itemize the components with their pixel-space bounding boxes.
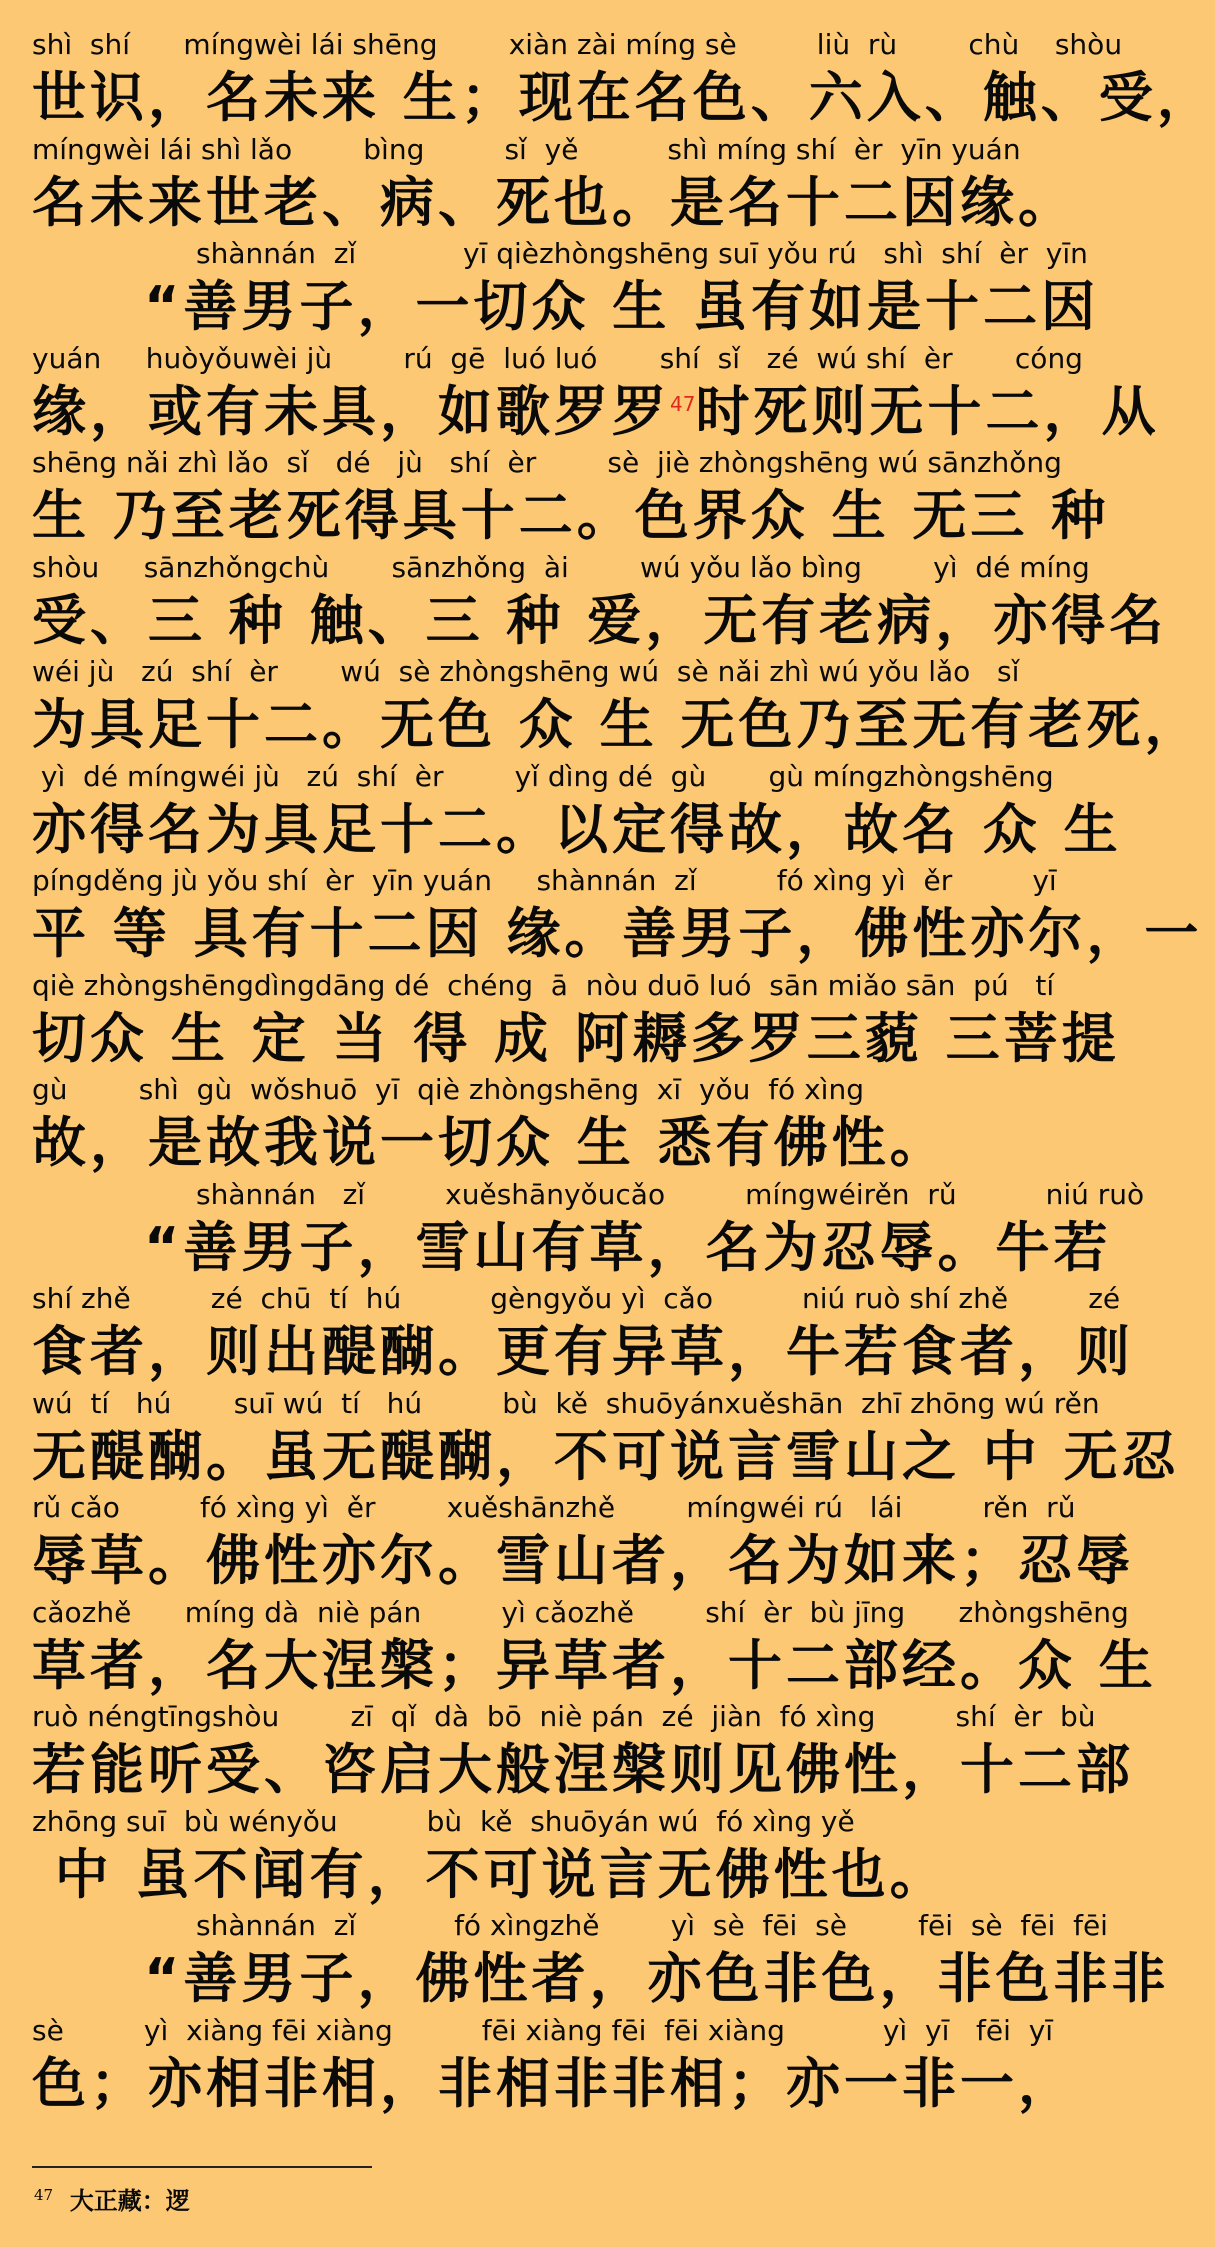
- pinyin-line: qiè zhòngshēngdìngdāng dé chéng ā nòu duō luó sān miǎo sān pú tí: [32, 968, 1055, 1002]
- text-line: [32, 1595, 1157, 1700]
- text-line: [32, 1491, 1134, 1595]
- hanzi-line: 草者，名大涅槃；异草者，十二部经。众 生: [32, 1633, 1157, 1697]
- pinyin-line: shì shí míngwèi lái shēng xiàn zài míng sè liù rù chù shòu: [32, 28, 1123, 61]
- text-line: [32, 968, 1120, 1073]
- pinyin-line: míngwèi lái shì lǎo bìng sǐ yě shì míng shí èr yīn yuán: [32, 132, 1021, 166]
- hanzi-line: 无醍醐。虽无醍醐，不可说言雪山之 中 无忍: [32, 1424, 1180, 1488]
- text-line: [32, 864, 1203, 968]
- hanzi-line: 故，是故我说一切众 生 悉有佛性。: [32, 1111, 948, 1174]
- pinyin-line: shēng nǎi zhì lǎo sǐ dé jù shí èr sè jiè zhòngshēng wú sānzhǒng: [32, 446, 1062, 479]
- pinyin-line: wéi jù zú shí èr wú sè zhòngshēng wú sè nǎi zhì wú yǒu lǎo sǐ: [32, 655, 1020, 688]
- hanzi-line: 受、三 种 触、三 种 爱，无有老病，亦得名: [32, 588, 1168, 652]
- pinyin-line: cǎozhě míng dà niè pán yì cǎozhě shí èr bù jīng zhòngshēng: [32, 1595, 1129, 1629]
- text-line: [32, 1805, 1052, 1909]
- footnote-reference[interactable]: 47: [670, 391, 696, 416]
- hanzi-line: 食者，则出醍醐。更有异草，牛若食者，则: [32, 1320, 1134, 1383]
- text-line: [32, 655, 1203, 759]
- hanzi-line: “善男子，一切众 生 虽有如是十二因: [144, 275, 1100, 338]
- text-line: [32, 550, 1168, 655]
- hanzi-line: 辱草。佛性亦尔。雪山者，名为如来；忍辱: [32, 1529, 1134, 1592]
- hanzi-line: “善男子，雪山有草，名为忍辱。牛若: [144, 1215, 1112, 1279]
- footnote-divider: [32, 2166, 372, 2168]
- pinyin-line: shànnán zǐ yī qièzhòngshēng suī yǒu rú shì shí èr yīn: [196, 237, 1088, 270]
- text-line: [32, 1386, 1180, 1491]
- text-line: [32, 28, 1215, 132]
- text-line: [32, 1073, 1052, 1177]
- text-line: [32, 1700, 1134, 1804]
- hanzi-line: “善男子，佛性者，亦色非色，非色非非: [144, 1947, 1170, 2010]
- pinyin-line: sè yì xiàng fēi xiàng fēi xiàng fēi fēi xiàng yì yī fēi yī: [32, 2013, 1054, 2047]
- hanzi-line: 世识，名未来 生；现在名色、六入、触、受，: [32, 66, 1215, 129]
- hanzi-line: 为具足十二。无色 众 生 无色乃至无有老死，: [32, 693, 1203, 756]
- text-line: [32, 132, 1076, 237]
- pinyin-line: shànnán zǐ xuěshānyǒucǎo míngwéirěn rǔ niú ruò: [196, 1177, 1145, 1211]
- text-line: [32, 2013, 1076, 2118]
- hanzi-line: 平 等 具有十二因 缘。善男子，佛性亦尔，一: [32, 902, 1203, 965]
- text-line: [32, 1177, 1145, 1282]
- footnote-number: 47: [34, 2186, 54, 2204]
- footnote-text: 大正藏：逻: [69, 2186, 190, 2215]
- hanzi-line: [32, 379, 1160, 443]
- hanzi-segment: 缘，或有未具，如歌罗罗: [32, 379, 670, 443]
- footnote: [34, 2180, 190, 2216]
- hanzi-line: 名未来世老、病、死也。是名十二因缘。: [32, 170, 1076, 234]
- pinyin-line: shòu sānzhǒngchù sānzhǒng ài wú yǒu lǎo bìng yì dé míng: [32, 550, 1090, 584]
- hanzi-line: 中 虽不闻有，不可说言无佛性也。: [32, 1842, 948, 1906]
- pinyin-line: shànnán zǐ fó xìngzhě yì sè fēi sè fēi sè fēi fēi: [196, 1909, 1108, 1942]
- text-line: [32, 1909, 1170, 2013]
- hanzi-line: 亦得名为具足十二。以定得故，故名 众 生: [32, 797, 1122, 861]
- hanzi-line: 若能听受、咨启大般涅槃则见佛性，十二部: [32, 1738, 1134, 1801]
- text-line: [32, 1282, 1134, 1386]
- pinyin-line: píngděng jù yǒu shí èr yīn yuán shànnán zǐ fó xìng yì ěr yī: [32, 864, 1057, 897]
- pinyin-line: yuán huòyǒuwèi jù rú gē luó luó shí sǐ zé wú shí èr cóng: [32, 341, 1083, 375]
- hanzi-line: 切众 生 定 当 得 成 阿耨多罗三藐 三菩提: [32, 1006, 1120, 1070]
- hanzi-segment: 时死则无十二，从: [695, 379, 1160, 443]
- pinyin-line: ruò néngtīngshòu zī qǐ dà bō niè pán zé jiàn fó xìng shí èr bù: [32, 1700, 1096, 1733]
- pinyin-line: zhōng suī bù wényǒu bù kě shuōyán wú fó xìng yě: [32, 1804, 855, 1838]
- text-line: [32, 759, 1122, 864]
- text-line: [32, 237, 1100, 341]
- hanzi-line: 生 乃至老死得具十二。色界众 生 无三 种: [32, 484, 1110, 547]
- text-line: [32, 341, 1160, 446]
- pinyin-line: yì dé míngwéi jù zú shí èr yǐ dìng dé gù gù míngzhòngshēng: [32, 759, 1054, 793]
- pinyin-line: wú tí hú suī wú tí hú bù kě shuōyánxuěshān zhī zhōng wú rěn: [32, 1386, 1100, 1420]
- text-line: [32, 446, 1110, 550]
- pinyin-line: shí zhě zé chū tí hú gèngyǒu yì cǎo niú ruò shí zhě zé: [32, 1282, 1121, 1315]
- hanzi-line: 色；亦相非相，非相非非相；亦一非一，: [32, 2051, 1076, 2115]
- pinyin-line: rǔ cǎo fó xìng yì ěr xuěshānzhě míngwéi rú lái rěn rǔ: [32, 1491, 1076, 1524]
- pinyin-line: gù shì gù wǒshuō yī qiè zhòngshēng xī yǒu fó xìng: [32, 1073, 864, 1106]
